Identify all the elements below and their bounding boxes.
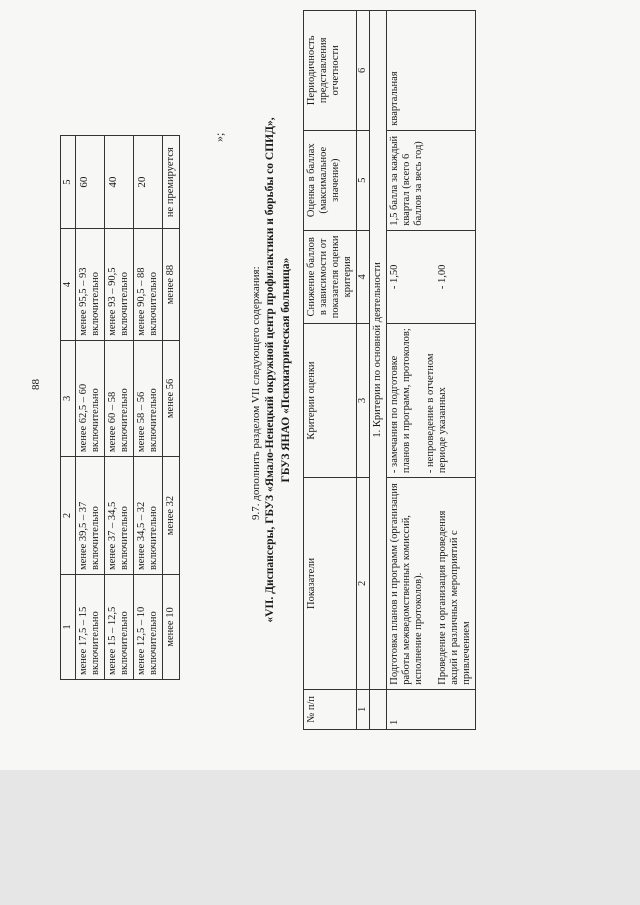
reduction-cell xyxy=(387,230,476,323)
table-row xyxy=(163,136,180,680)
criteria-table xyxy=(303,10,476,730)
table-cell: менее 56 xyxy=(163,340,180,456)
table-cell: менее 39,5 – 37 включительно xyxy=(76,457,105,575)
reduction-value: - 1,00 xyxy=(437,264,448,290)
table-cell: менее 62,5 – 60 включительно xyxy=(76,340,105,456)
table-cell xyxy=(370,689,387,729)
page-number: 88 xyxy=(30,379,42,390)
header-cell: 3 xyxy=(61,340,76,456)
header-cell: Оценка в баллах (максимальное значение) xyxy=(304,130,357,230)
header-cell: 2 xyxy=(61,457,76,575)
criteria-cell xyxy=(387,323,476,477)
section-title: 1. Критерии по основной деятельности xyxy=(370,11,387,690)
table-cell: 1 xyxy=(357,689,370,729)
table-cell: менее 37 – 34,5 включительно xyxy=(105,457,134,575)
table-cell: 60 xyxy=(76,136,105,229)
table-header-row xyxy=(304,11,357,730)
period-cell: квартальная xyxy=(387,11,476,131)
indicator-text: Подготовка планов и программ (организация работы межведомственных комиссий, исполнение протоколов). xyxy=(389,483,424,685)
criteria-text: - замечания по подготовке планов и программ, протоколов; xyxy=(389,328,412,474)
indicator-cell xyxy=(387,478,476,690)
header-cell: Критерии оценки xyxy=(304,323,357,477)
table-cell: 3 xyxy=(357,323,370,477)
table-cell: менее 58 – 56 включительно xyxy=(134,340,163,456)
reduction-value: - 1,50 xyxy=(389,264,400,290)
table-cell: менее 10 xyxy=(163,574,180,679)
table-cell: 40 xyxy=(105,136,134,229)
table-cell: менее 15 – 12,5 включительно xyxy=(105,574,134,679)
header-cell: № п/п xyxy=(304,689,357,729)
table-cell: 4 xyxy=(357,230,370,323)
score-thresholds-table xyxy=(60,135,180,680)
table-cell: менее 34,5 – 32 включительно xyxy=(134,457,163,575)
score-cell: 1,5 балла за каждый квартал (всего 6 баллов за весь год) xyxy=(387,130,476,230)
scan-margin xyxy=(0,770,640,905)
table-cell: менее 12,5 – 10 включительно xyxy=(134,574,163,679)
indicator-text: Проведение и организация проведения акций и различных мероприятий с привлечением xyxy=(437,510,472,685)
table-cell: менее 32 xyxy=(163,457,180,575)
closing-quote-mark: »; xyxy=(212,132,226,142)
header-cell: 4 xyxy=(61,229,76,340)
amendment-paragraph: 9.7. дополнить разделом VII следующего содержания: xyxy=(250,266,262,520)
table-cell: менее 88 xyxy=(163,229,180,340)
table-cell: 6 xyxy=(357,11,370,131)
table-row xyxy=(76,136,105,680)
header-cell: Показатели xyxy=(304,478,357,690)
header-cell: 5 xyxy=(61,136,76,229)
table-cell: 2 xyxy=(357,478,370,690)
table-row xyxy=(387,11,476,730)
table-cell: не премируется xyxy=(163,136,180,229)
section-heading: «VII. Диспансеры, ГБУЗ «Ямало-Ненецкий окружной центр профилактики и борьбы со СПИД», xyxy=(264,117,276,623)
column-number-row xyxy=(357,11,370,730)
table-row xyxy=(134,136,163,680)
row-number: 1 xyxy=(387,689,476,729)
table-cell: 20 xyxy=(134,136,163,229)
table-row xyxy=(105,136,134,680)
table-cell: 5 xyxy=(357,130,370,230)
header-cell: 1 xyxy=(61,574,76,679)
section-heading-continued: ГБУЗ ЯНАО «Психиатрическая больница» xyxy=(280,257,292,483)
header-cell: Периодичность представления отчетности xyxy=(304,11,357,131)
criteria-text: - непроведение в отчетном периоде указанных xyxy=(425,353,448,474)
header-cell: Снижение баллов в зависимости от показателя оценки критерия xyxy=(304,230,357,323)
table-cell: менее 90,5 – 88 включительно xyxy=(134,229,163,340)
section-row xyxy=(370,11,387,730)
table-cell: менее 93 – 90,5 включительно xyxy=(105,229,134,340)
table-cell: менее 60 – 58 включительно xyxy=(105,340,134,456)
table-header-row xyxy=(61,136,76,680)
table-cell: менее 95,5 – 93 включительно xyxy=(76,229,105,340)
table-cell: менее 17,5 – 15 включительно xyxy=(76,574,105,679)
